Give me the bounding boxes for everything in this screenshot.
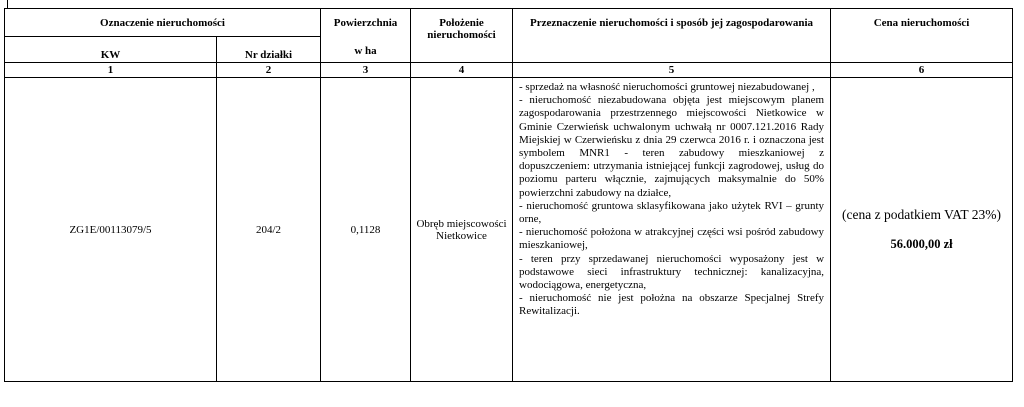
- purpose-line: - nieruchomość położona w atrakcyjnej części wsi pośród zabudowy mieszkaniowej,: [519, 226, 825, 252]
- purpose-line: - nieruchomość niezabudowana objęta jest miejscowym planem zagospodarowania przestrzennego miejscowości Nietkowice w Gminie Czerwieńsk uchwalonym uchwałą nr 0007.121.2016 Rady Miejskiej w Czerwieńsku z dnia 29 czerwca 2016 r. i oznaczona jest symbolem MNR1 - teren zabudowy mieszkaniowej z dopuszczeniem: utrzymania istniejącej funkcji zagrodowej, usług do poziomu parteru włącznie, zajmujących maksymalnie do 50% powierzchni zabudowy na działce,: [519, 94, 825, 199]
- header-purpose: Przeznaczenie nieruchomości i sposób jej zagospodarowania: [513, 9, 831, 63]
- purpose-line: - nieruchomość gruntowa sklasyfikowana jako użytek RVI – grunty orne,: [519, 199, 825, 226]
- header-plot-no: Nr działki: [217, 37, 321, 63]
- column-number: 6: [831, 63, 1013, 78]
- cell-area: 0,1128: [321, 78, 411, 382]
- cell-plot-no: 204/2: [217, 78, 321, 382]
- column-number: 1: [5, 63, 217, 78]
- header-row: [5, 9, 1013, 37]
- margin-mark: [7, 0, 8, 8]
- header-price: Cena nieruchomości: [831, 9, 1013, 63]
- cell-purpose: [513, 78, 831, 382]
- property-table: [4, 8, 1013, 382]
- column-number: 4: [411, 63, 513, 78]
- price-value: 56.000,00 zł: [890, 237, 953, 251]
- cell-location: Obręb miejscowości Nietkowice: [411, 78, 513, 382]
- header-designation: Oznaczenie nieruchomości: [5, 9, 321, 37]
- cell-kw: ZG1E/00113079/5: [5, 78, 217, 382]
- purpose-line: - nieruchomość nie jest położna na obszarze Specjalnej Strefy Rewitalizacji.: [519, 292, 825, 318]
- header-kw: KW: [5, 37, 217, 63]
- column-number: 5: [513, 63, 831, 78]
- price-note: (cena z podatkiem VAT 23%): [842, 207, 1001, 222]
- purpose-line: - sprzedaż na własność nieruchomości gruntowej niezabudowanej ,: [519, 81, 815, 93]
- header-area: [321, 9, 411, 63]
- header-area-title: Powierzchnia: [333, 17, 398, 29]
- header-location: Położenie nieruchomości: [411, 9, 513, 63]
- table-row: [5, 78, 1013, 382]
- purpose-line: - teren przy sprzedawanej nieruchomości wyposażony jest w podstawowe sieci infrastruktury technicznej: kanalizacyjna, wodociągowa, energetyczna,: [519, 252, 825, 292]
- column-number-row: [5, 63, 1013, 78]
- column-number: 3: [321, 63, 411, 78]
- column-number: 2: [217, 63, 321, 78]
- cell-price: [831, 78, 1013, 382]
- header-area-unit: w ha: [354, 45, 377, 57]
